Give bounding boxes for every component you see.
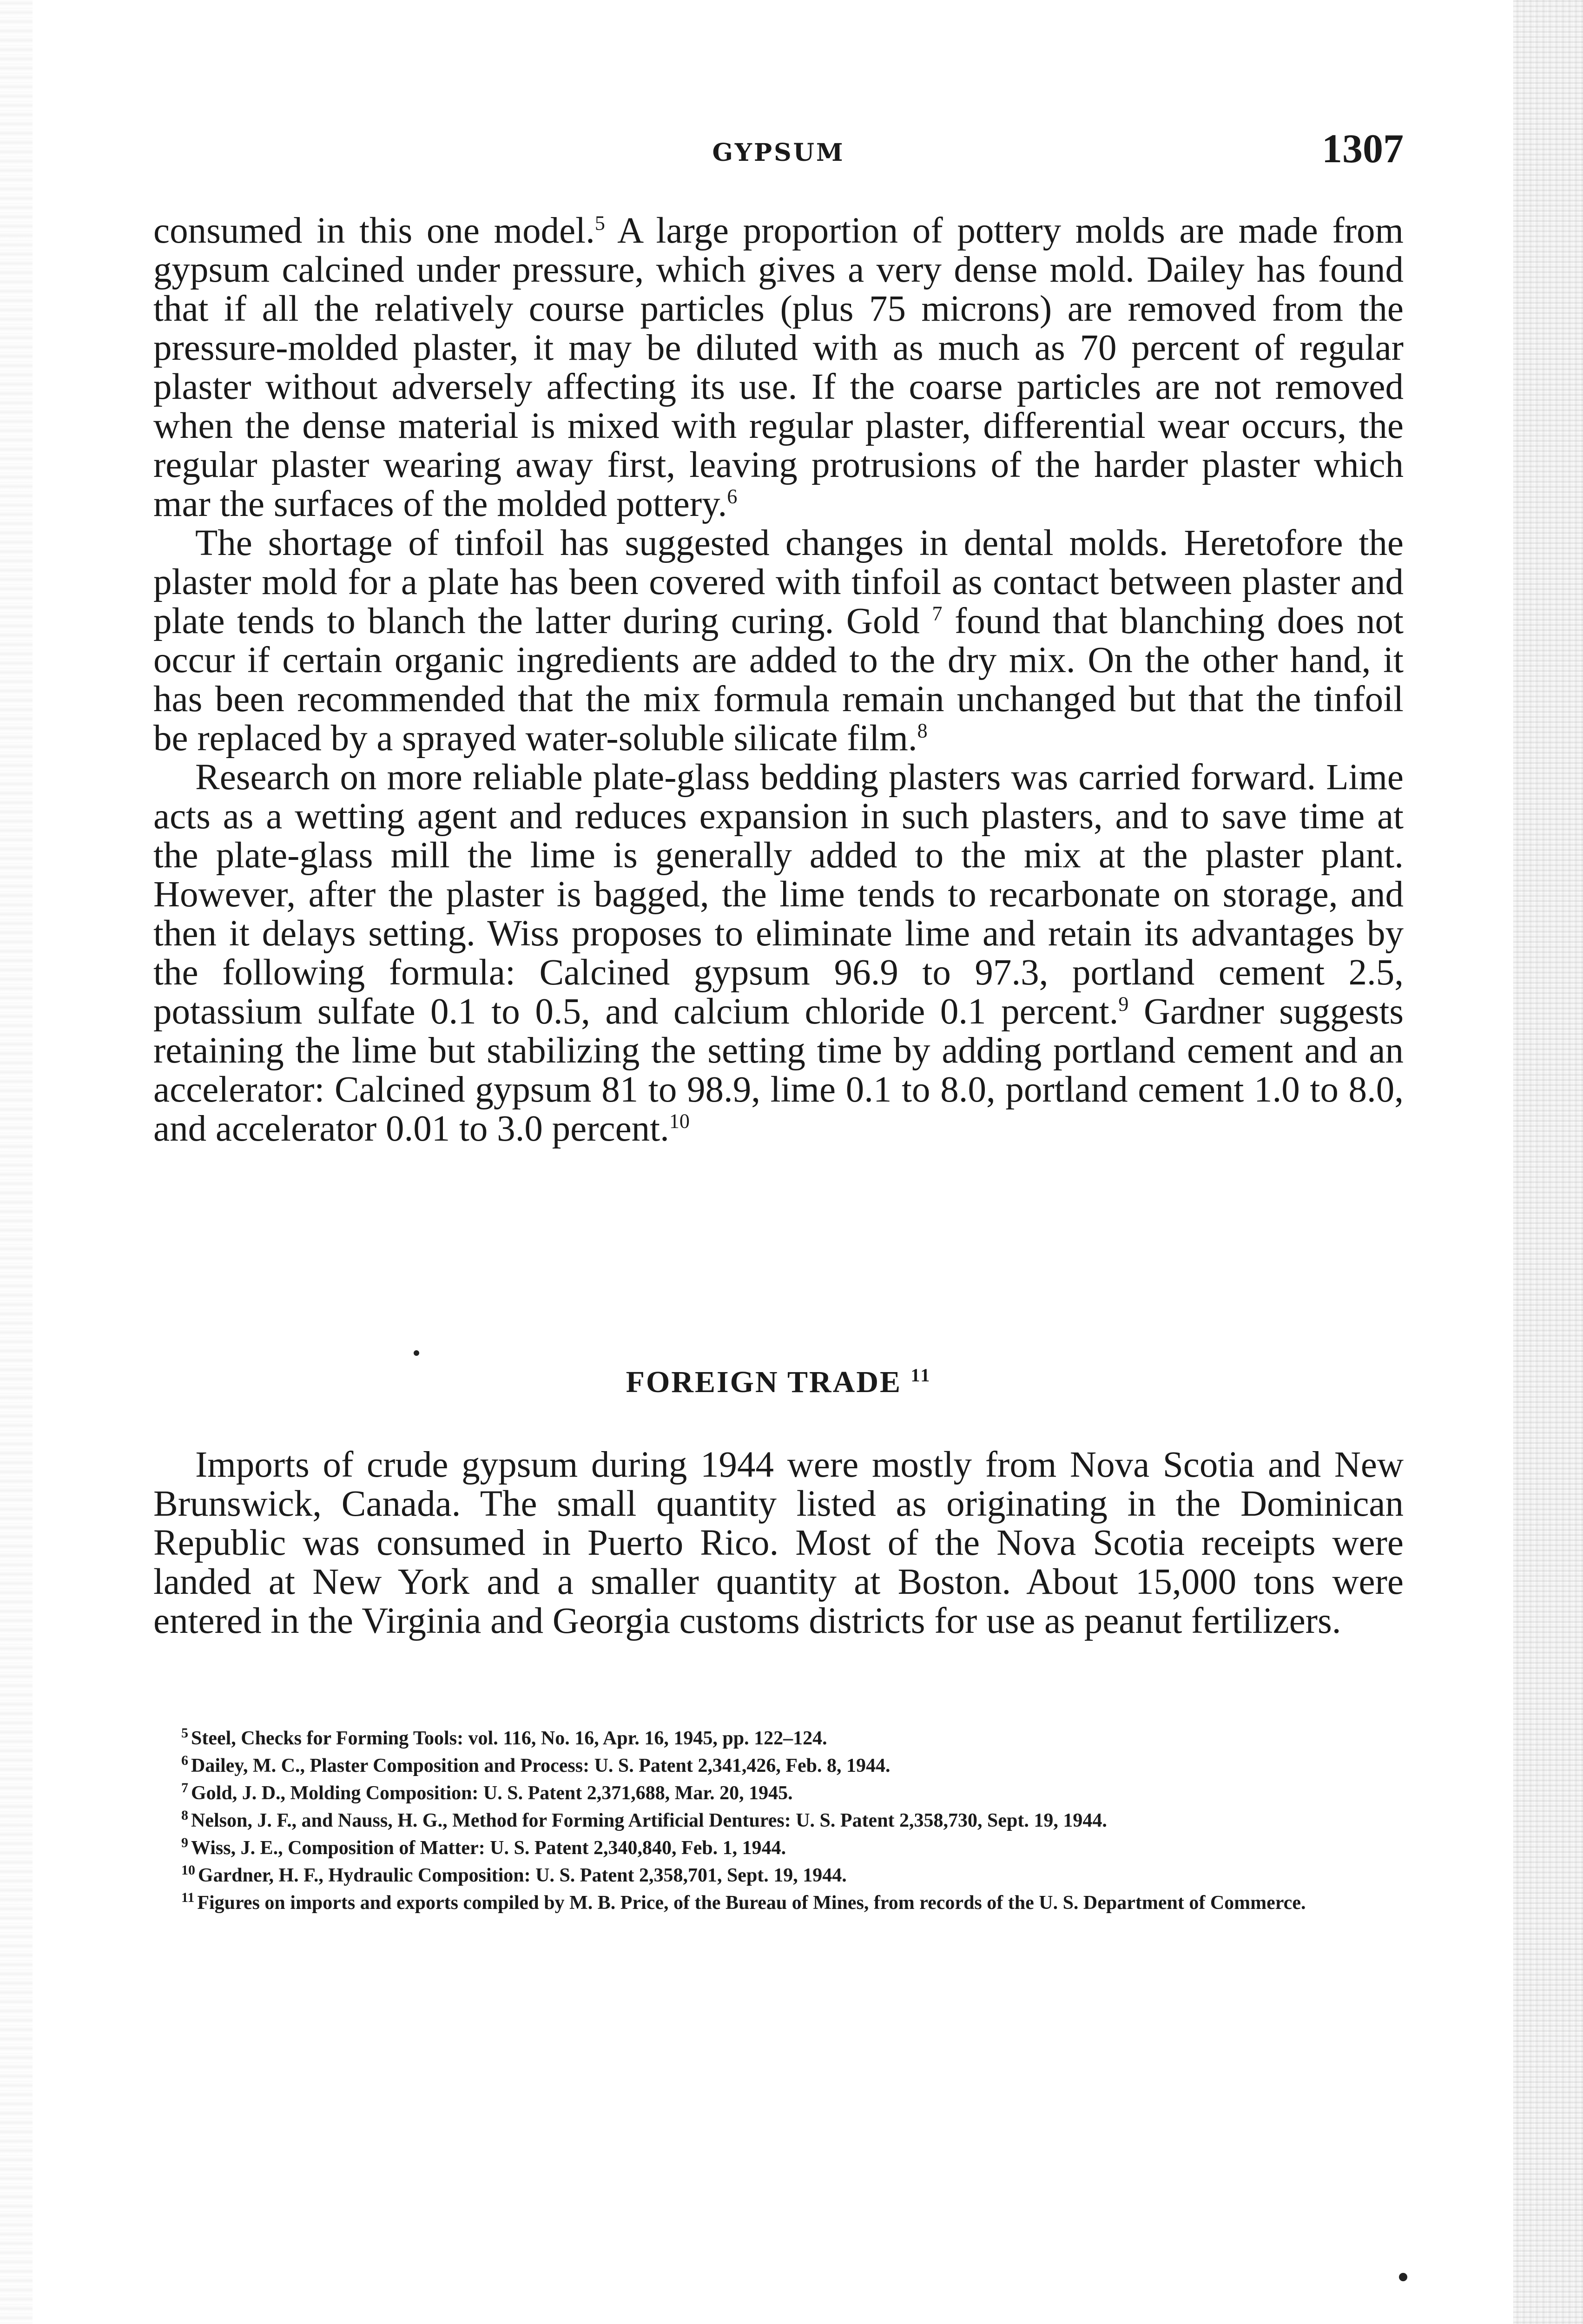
footnote-text: Dailey, M. C., Plaster Composition and Process: U. S. Patent 2,341,426, Feb. 8, 1944. [191,1755,890,1776]
footnote-text: Gardner, H. F., Hydraulic Composition: U. S. Patent 2,358,701, Sept. 19, 1944. [198,1865,847,1886]
paragraph-text: Gardner suggests retaining the lime but stabilizing the setting time by adding portland cement and an accelerator: Calcined gypsum 81 to 98.9, lime 0.1 to 8.0, portland cement 1.0 to 8.0, and accelerator 0.01 to 3.0 percent. [153,991,1404,1149]
footnote-ref: 11 [910,1365,931,1386]
footnote [153,1722,1404,1750]
scan-speck [1399,2273,1407,2281]
section-heading-text: FOREIGN TRADE [626,1365,902,1399]
footnote [153,1804,1404,1832]
footnote-ref: 8 [917,719,928,742]
footnote-ref: 6 [727,485,738,508]
footnote-text: Nelson, J. F., and Nauss, H. G., Method for Forming Artificial Dentures: U. S. Patent 2,358,730, Sept. 19, 1944. [191,1810,1107,1831]
footnote-mark: 8 [181,1808,188,1823]
paragraph [153,211,1404,524]
running-title: GYPSUM [712,139,845,167]
footnote-mark: 9 [181,1835,188,1850]
paragraph-text: Research on more reliable plate-glass bedding plasters was carried forward. Lime acts as a wetting agent and reduces expansion in such plasters, and to save time at the plate-glass mill the lime is generally added to the mix at the plaster plant. However, after the plaster is bagged, the lime tends to recarbonate on storage, and then it delays setting. Wiss proposes to eliminate lime and retain its advantages by the following formula: Calcined gypsum 96.9 to 97.3, portland cement 2.5, potassium sulfate 0.1 to 0.5, and calcium chloride 0.1 percent. [153,757,1404,1032]
scan-edge-right [1513,0,1583,2324]
paragraph: Imports of crude gypsum during 1944 were mostly from Nova Scotia and New Brunswick, Canada. The small quantity listed as originating in the Dominican Republic was consumed in Puerto Rico. Most of the Nova Scotia receipts were landed at New York and a smaller quantity at Boston. About 15,000 tons were entered in the Virginia and Georgia customs districts for use as peanut fertilizers. [153,1445,1404,1641]
paragraph [153,758,1404,1149]
footnote-text: Gold, J. D., Molding Composition: U. S. Patent 2,371,688, Mar. 20, 1945. [191,1783,793,1804]
footnote [153,1887,1404,1914]
footnote-ref: 7 [932,602,943,625]
page-number: 1307 [1322,126,1404,172]
section-heading [153,1364,1404,1400]
footnote-text: Wiss, J. E., Composition of Matter: U. S. Patent 2,340,840, Feb. 1, 1944. [191,1837,786,1859]
section-body [153,1446,1404,1641]
footnote [153,1750,1404,1777]
footnote-ref: 9 [1118,992,1129,1016]
footnote-mark: 11 [181,1890,195,1905]
footnote-mark: 7 [181,1780,188,1796]
scan-edge-left [0,0,33,2324]
footnote [153,1777,1404,1804]
footnote-mark: 10 [181,1862,195,1878]
footnote-text: Steel, Checks for Forming Tools: vol. 116, No. 16, Apr. 16, 1945, pp. 122–124. [191,1728,827,1749]
footnotes [153,1722,1404,1914]
footnote-ref: 10 [669,1109,690,1133]
scan-speck [414,1350,419,1356]
body-text [153,211,1404,1149]
paragraph-text: The shortage of tinfoil has suggested changes in dental molds. Heretofore the plaster mold for a plate has been covered with tinfoil as contact between plaster and plate tends to blanch the latter during curing. Gold [153,523,1404,641]
page-header [153,125,1404,181]
paragraph-text: A large proportion of pottery molds are made from gypsum calcined under pressure, which gives a very dense mold. Dailey has found that if all the relatively course particles (plus 75 microns) are removed from the pressure-molded plaster, it may be diluted with as much as 70 percent of regular plaster without adversely affecting its use. If the coarse particles are not removed when the dense material is mixed with regular plaster, differential wear occurs, the regular plaster wearing away first, leaving protrusions of the harder plaster which mar the surfaces of the molded pottery. [153,211,1404,524]
footnote-mark: 6 [181,1753,188,1768]
footnote-ref: 5 [594,211,605,235]
footnote-text: Figures on imports and exports compiled by M. B. Price, of the Bureau of Mines, from records of the U. S. Department of Commerce. [197,1892,1306,1914]
footnote [153,1859,1404,1887]
footnote-mark: 5 [181,1725,188,1741]
paragraph [153,524,1404,758]
paragraph-text: consumed in this one model. [153,211,595,251]
paragraph-text: found that blanching does not occur if certain organic ingredients are added to the dry mix. On the other hand, it has been recommended that the mix formula remain unchanged but that the tinfoil be replaced by a sprayed water-soluble silicate film. [153,601,1404,759]
footnote [153,1832,1404,1859]
